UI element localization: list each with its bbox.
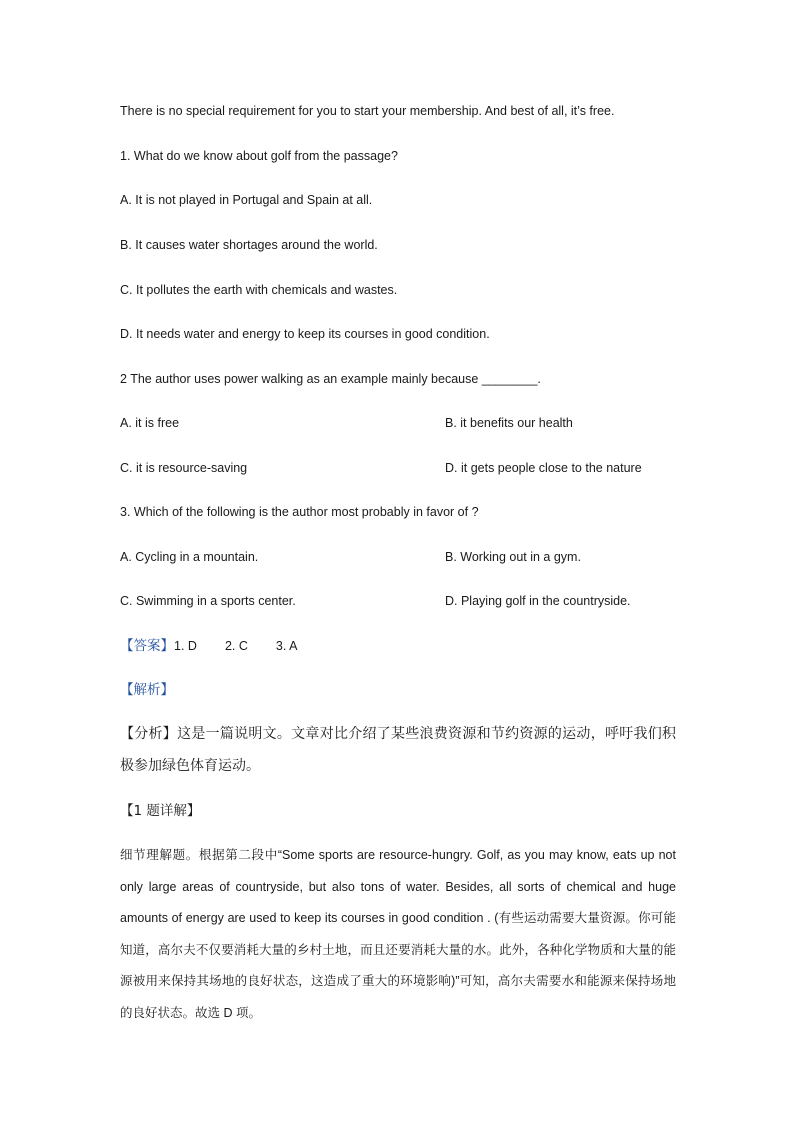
question-3-stem: 3. Which of the following is the author most probably in favor of ? (120, 505, 479, 519)
detail-1-text: 细节理解题。根据第二段中“Some sports are resource-hungry. Golf, as you may know, eats up not only large areas of countryside, but also tons of water. Besides, all sorts of chemical and huge amounts of energy are used to keep its courses in good condition . (有些运动需要大量资源。你可能知道，高尔夫不仅要消耗大量的乡村土地，而且还要消耗大量的水。此外，各种化学物质和大量的能源被用来保持其场地的良好状态，这造成了重大的环境影响)”可知，高尔夫需要水和能源来保持场地的良好状态。故选 D 项。 (120, 848, 676, 1020)
question-3-option-b: B. Working out in a gym. (445, 550, 581, 564)
question-1-stem: 1. What do we know about golf from the passage? (120, 149, 398, 163)
jiexi-label: 【解析】 (120, 682, 174, 698)
intro-text: There is no special requirement for you to start your membership. And best of all, it’s free. (120, 104, 615, 118)
question-1-option-c: C. It pollutes the earth with chemicals and wastes. (120, 283, 398, 297)
answer-3: 3. A (275, 639, 298, 653)
answer-2: 2. C (224, 639, 248, 653)
question-1-option-a: A. It is not played in Portugal and Spain at all. (120, 193, 373, 207)
question-3-option-a: A. Cycling in a mountain. (120, 550, 259, 564)
answer-1: 1. D (174, 639, 197, 653)
question-2-option-a: A. it is free (120, 416, 180, 430)
detail-1-heading: 【1 题详解】 (120, 803, 201, 819)
question-3-option-c: C. Swimming in a sports center. (120, 594, 296, 608)
question-2-option-c: C. it is resource-saving (120, 461, 248, 475)
analysis-paragraph (120, 719, 676, 782)
question-2-option-d: D. it gets people close to the nature (445, 461, 642, 475)
question-1-option-b: B. It causes water shortages around the world. (120, 238, 378, 252)
jiexi-heading (120, 682, 174, 698)
analysis-label: 【分析】 (120, 726, 178, 742)
question-2-option-b: B. it benefits our health (445, 416, 573, 430)
detail-1-paragraph (120, 840, 676, 1030)
question-2-stem: 2 The author uses power walking as an example mainly because ________. (120, 372, 541, 386)
analysis-text: 这是一篇说明文。文章对比介绍了某些浪费资源和节约资源的运动，呼吁我们积极参加绿色体育运动。 (120, 726, 677, 774)
question-3-option-d: D. Playing golf in the countryside. (445, 594, 631, 608)
answer-line (120, 638, 297, 654)
answer-label: 【答案】 (120, 638, 174, 654)
question-1-option-d: D. It needs water and energy to keep its courses in good condition. (120, 327, 490, 341)
